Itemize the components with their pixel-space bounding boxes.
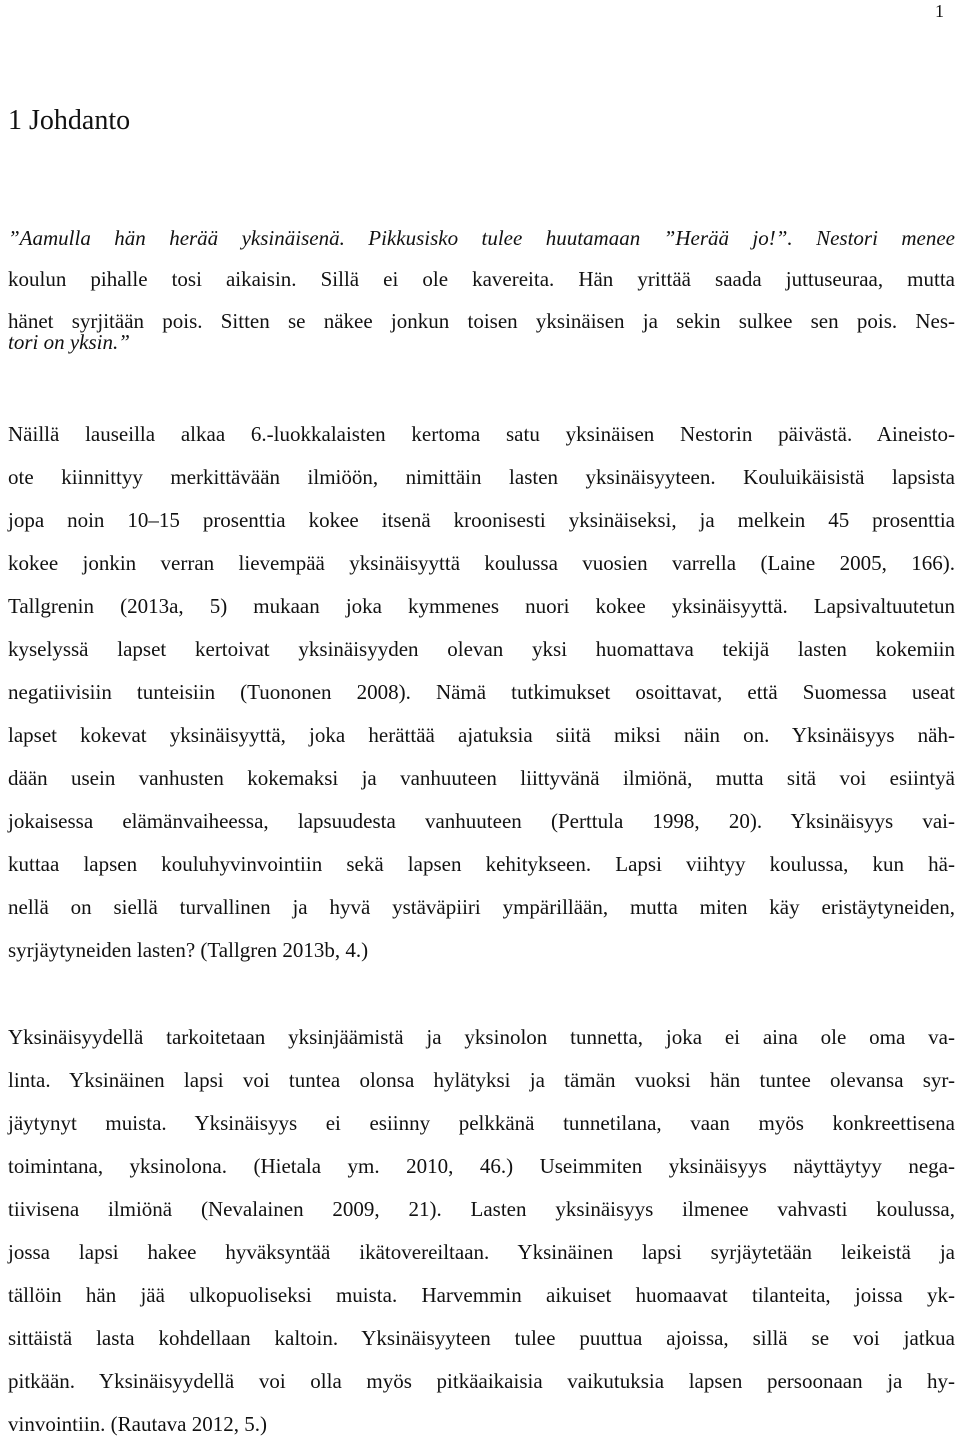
paragraph-line: toimintana, yksinolona. (Hietala ym. 2010, 46.) Useimmiten yksinäisyys näyttäytyy nega-	[8, 1154, 955, 1178]
paragraph-line: jopa noin 10–15 prosenttia kokee itsenä kroonisesti yksinäiseksi, ja melkein 45 prosenttia	[8, 508, 955, 532]
paragraph-line: negatiivisiin tunteisiin (Tuononen 2008). Nämä tutkimukset osoittavat, että Suomessa useat	[8, 680, 955, 704]
paragraph-line: sittäistä lasta kohdellaan kaltoin. Yksinäisyyteen tulee puuttua ajoissa, sillä se voi jatkua	[8, 1326, 955, 1350]
paragraph-line: kyselyssä lapset kertoivat yksinäisyyden olevan yksi huomattava tekijä lasten kokemiin	[8, 637, 955, 661]
paragraph-line: dään usein vanhusten kokemaksi ja vanhuuteen liittyvänä ilmiönä, mutta sitä voi esiintyä	[8, 766, 955, 790]
paragraph-line: nellä on siellä turvallinen ja hyvä ystäväpiiri ympärillään, mutta miten käy eristäytyneiden,	[8, 895, 955, 919]
paragraph-line: Näillä lauseilla alkaa 6.-luokkalaisten kertoma satu yksinäisen Nestorin päivästä. Aineisto-	[8, 422, 955, 446]
paragraph-line: jokaisessa elämänvaiheessa, lapsuudesta vanhuuteen (Perttula 1998, 20). Yksinäisyys vai-	[8, 809, 955, 833]
paragraph-line: lapset kokevat yksinäisyyttä, joka herättää ajatuksia siitä miksi näin on. Yksinäisyys näh-	[8, 723, 955, 747]
quote-line: ”Aamulla hän herää yksinäisenä. Pikkusisko tulee huutamaan ”Herää jo!”. Nestori menee	[8, 226, 955, 250]
paragraph-line: tiivisena ilmiönä (Nevalainen 2009, 21). Lasten yksinäisyys ilmenee vahvasti koulussa,	[8, 1197, 955, 1221]
paragraph-line: vinvointiin. (Rautava 2012, 5.)	[8, 1412, 267, 1436]
page-number: 1	[935, 1, 944, 21]
paragraph-line: kokee jonkin verran lievempää yksinäisyyttä koulussa vuosien varrella (Laine 2005, 166).	[8, 551, 955, 575]
paragraph-line: linta. Yksinäinen lapsi voi tuntea olonsa hylätyksi ja tämän vuoksi hän tuntee olevansa syr-	[8, 1068, 955, 1092]
paragraph-line: Tallgrenin (2013a, 5) mukaan joka kymmenes nuori kokee yksinäisyyttä. Lapsivaltuutetun	[8, 594, 955, 618]
paragraph-line: Yksinäisyydellä tarkoitetaan yksinjäämistä ja yksinolon tunnetta, joka ei aina ole oma va-	[8, 1025, 955, 1049]
paragraph-line: kuttaa lapsen kouluhyvinvointiin sekä lapsen kehitykseen. Lapsi viihtyy koulussa, kun hä-	[8, 852, 955, 876]
quote-line: tori on yksin.”	[8, 330, 130, 354]
paragraph-line: jäytynyt muista. Yksinäisyys ei esiinny pelkkänä tunnetilana, vaan myös konkreettisena	[8, 1111, 955, 1135]
paragraph-line: pitkään. Yksinäisyydellä voi olla myös pitkäaikaisia vaikutuksia lapsen persoonaan ja hy-	[8, 1369, 955, 1393]
paragraph-line: syrjäytyneiden lasten? (Tallgren 2013b, 4.)	[8, 938, 369, 962]
section-heading: 1 Johdanto	[8, 105, 131, 136]
paragraph-line: ote kiinnittyy merkittävään ilmiöön, nimittäin lasten yksinäisyyteen. Kouluikäisistä lapsista	[8, 465, 955, 489]
quote-line: koulun pihalle tosi aikaisin. Sillä ei ole kavereita. Hän yrittää saada juttuseuraa, mutta	[8, 267, 955, 291]
paragraph-line: tällöin hän jää ulkopuoliseksi muista. Harvemmin aikuiset huomaavat tilanteita, joissa yk-	[8, 1283, 955, 1307]
paragraph-line: jossa lapsi hakee hyväksyntää ikätovereiltaan. Yksinäinen lapsi syrjäytetään leikeistä ja	[8, 1240, 955, 1264]
quote-line: hänet syrjitään pois. Sitten se näkee jonkun toisen yksinäisen ja sekin sulkee sen pois. Nes-	[8, 309, 955, 333]
